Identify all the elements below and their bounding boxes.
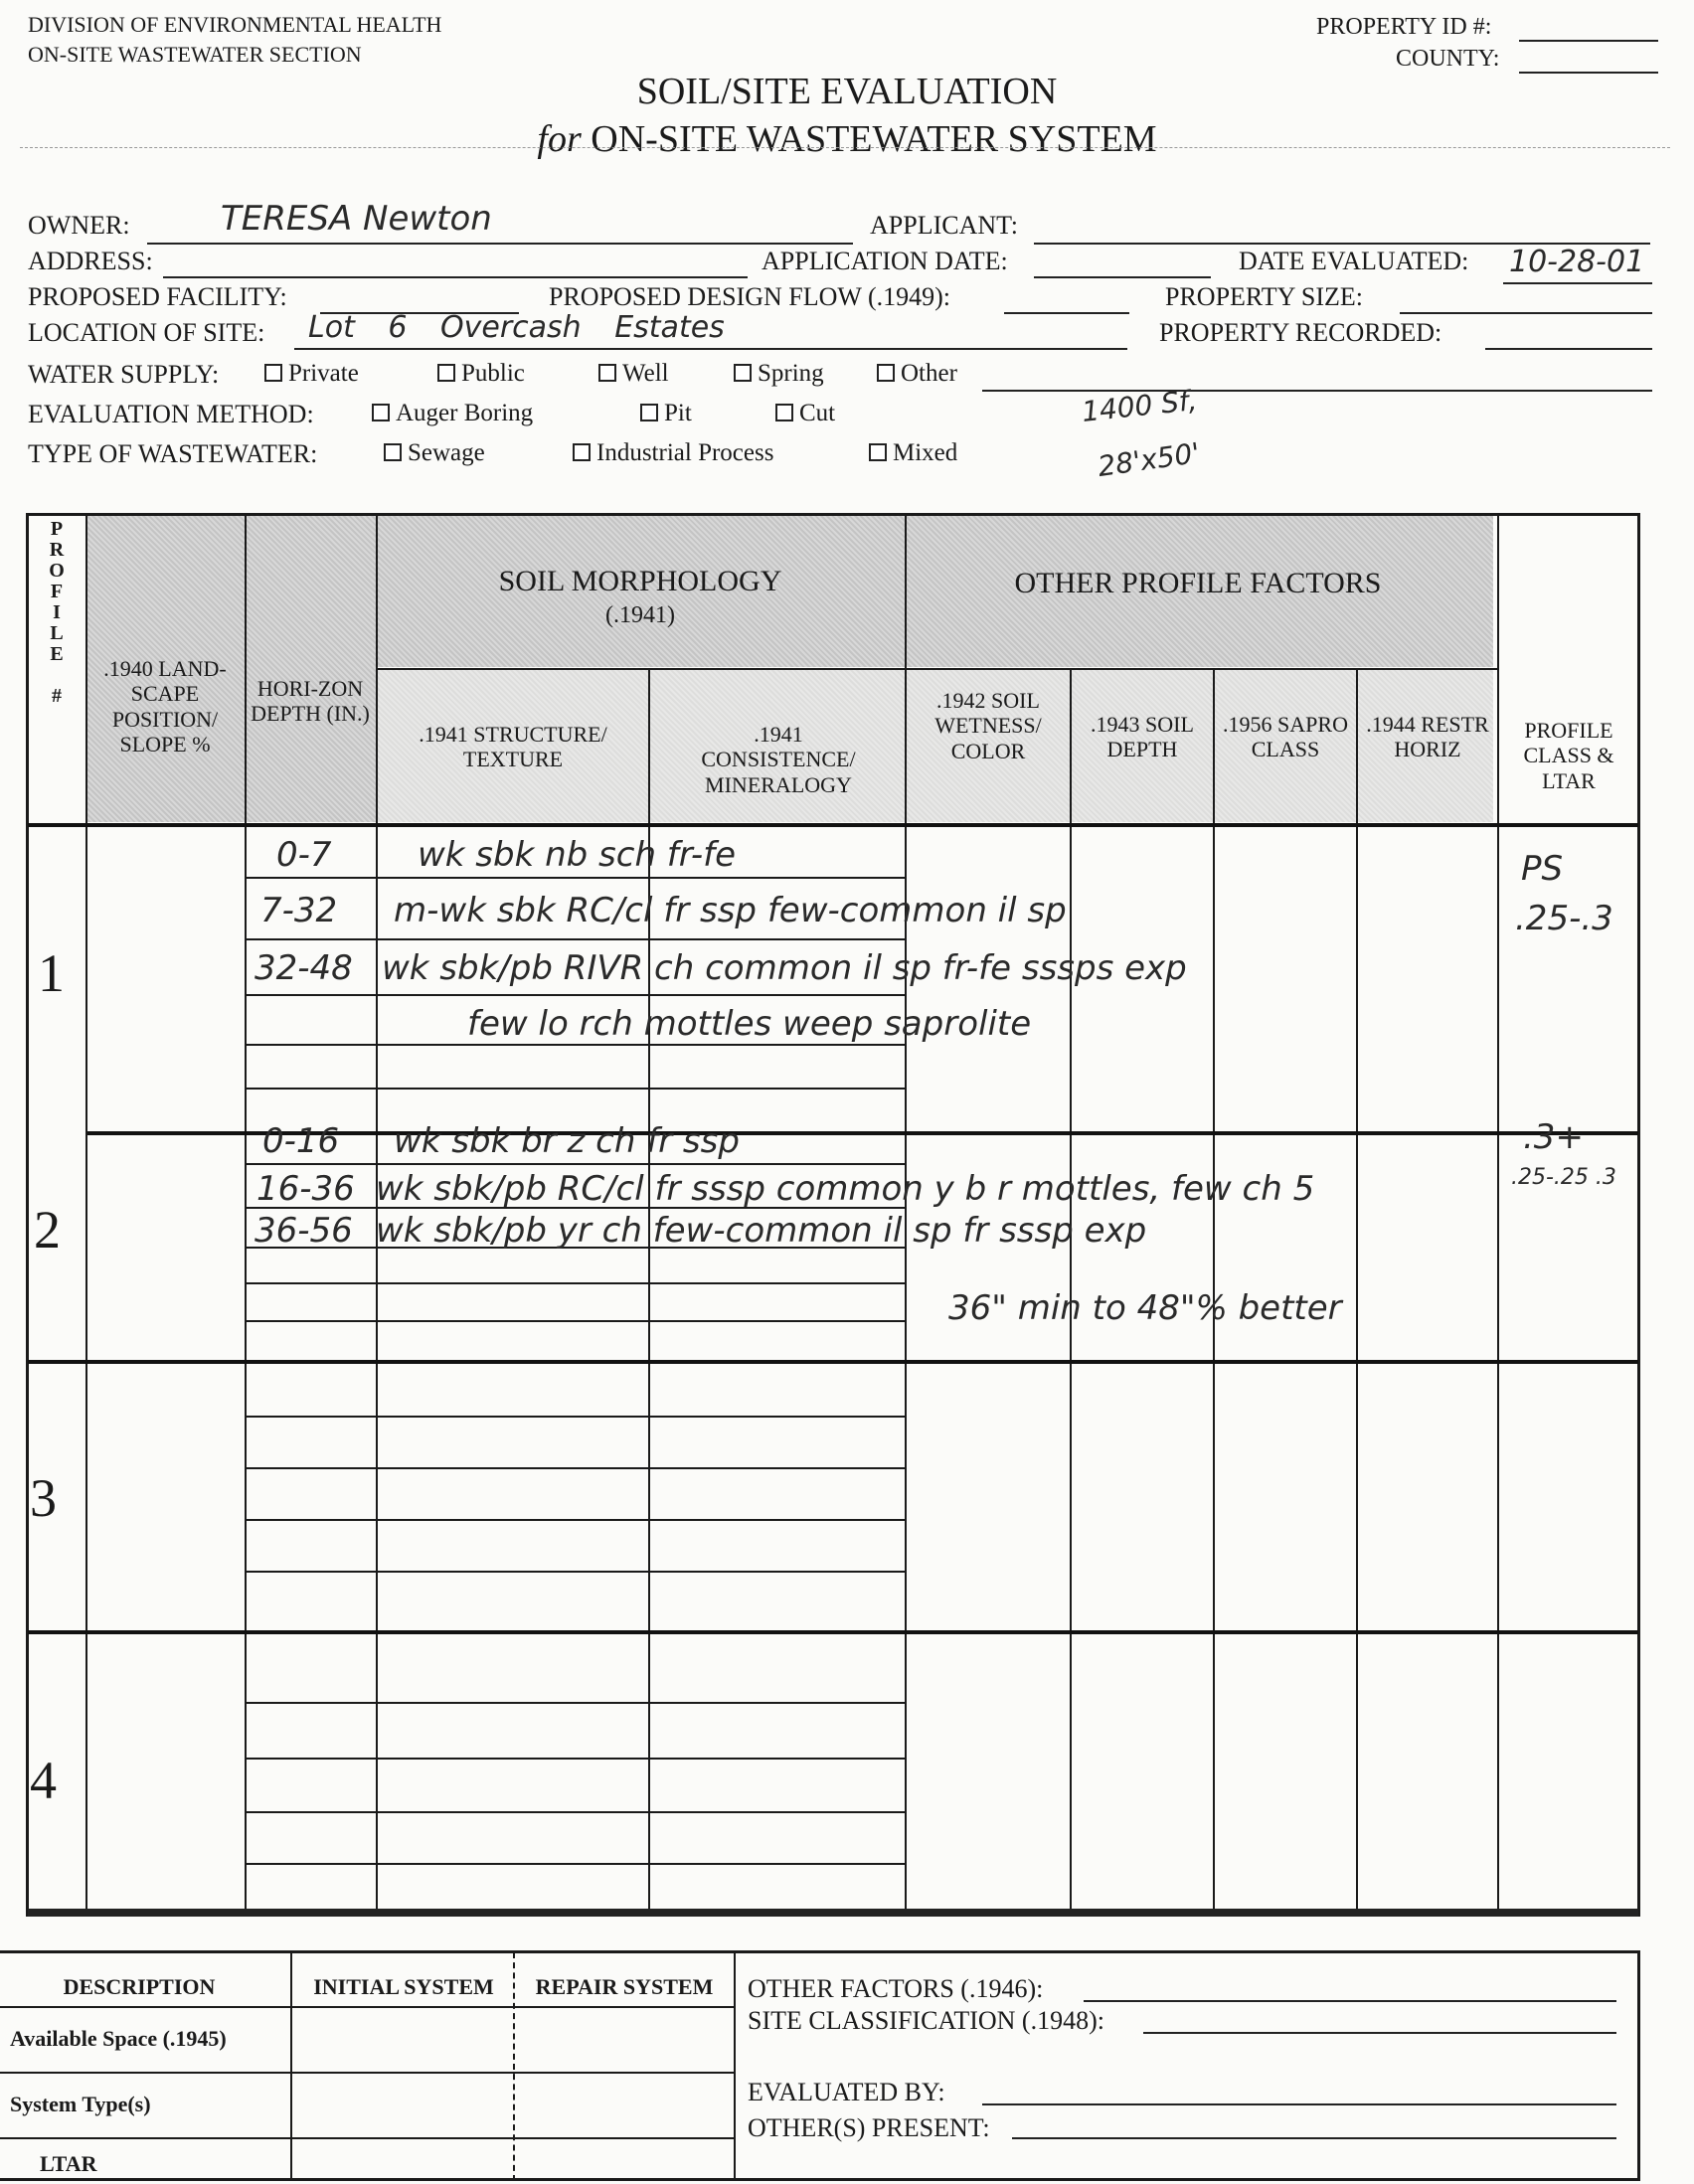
county-label: COUNTY: — [1396, 46, 1500, 72]
row-line — [245, 1571, 905, 1573]
system-types-label: System Type(s) — [10, 2092, 151, 2116]
water-public-checkbox[interactable] — [437, 364, 455, 382]
other-factors-header: OTHER PROFILE FACTORS — [1014, 567, 1382, 599]
water-other-option[interactable] — [877, 360, 957, 388]
water-supply-label: WATER SUPPLY: — [28, 360, 220, 389]
horizon-depth: 0-16 — [262, 1121, 340, 1161]
profile-number: 3 — [30, 1468, 57, 1528]
col-line — [290, 1952, 292, 2181]
section-name: ON-SITE WASTEWATER SECTION — [28, 42, 362, 67]
profile-separator — [28, 1360, 1638, 1364]
address-label: ADDRESS: — [28, 247, 153, 275]
water-public-option[interactable] — [437, 360, 525, 388]
water-well-checkbox[interactable] — [598, 364, 616, 382]
proposed-facility-label: PROPOSED FACILITY: — [28, 282, 287, 311]
row-line — [0, 2006, 734, 2008]
title-for: for — [537, 118, 582, 160]
horizon-description: wk sbk/pb RC/cl fr sssp common y b r mottles, few ch 5 — [376, 1169, 1315, 1209]
landscape-header: .1940 LAND-SCAPE POSITION/ SLOPE % — [103, 656, 227, 756]
water-public-label: Public — [461, 360, 525, 387]
row-line — [245, 1758, 905, 1760]
method-auger-option[interactable] — [372, 400, 533, 427]
method-cut-checkbox[interactable] — [775, 404, 793, 421]
form-title: SOIL/SITE EVALUATION — [636, 71, 1058, 112]
owner-field[interactable] — [147, 243, 853, 245]
water-spring-checkbox[interactable] — [734, 364, 752, 382]
row-line — [245, 877, 905, 879]
method-cut-label: Cut — [799, 400, 836, 426]
horizon-description: few lo rch mottles weep saprolite — [467, 1004, 1032, 1044]
location-value: Lot 6 Overcash Estates — [308, 310, 725, 345]
site-classification-field[interactable] — [1143, 2032, 1616, 2034]
profile-class: PS — [1521, 849, 1564, 889]
application-date-label: APPLICATION DATE: — [762, 247, 1008, 275]
restr-header: .1944 RESTR HORIZ — [1366, 712, 1489, 762]
profile-separator — [28, 1630, 1638, 1634]
horizon-description: wk sbk br z ch fr ssp — [394, 1121, 740, 1161]
handwritten-note-size: 1400 Sf, — [1080, 384, 1199, 428]
water-spring-option[interactable] — [734, 360, 824, 388]
method-pit-label: Pit — [664, 400, 692, 426]
horizon-depth: 0-7 — [276, 835, 332, 875]
class-header: PROFILE CLASS & LTAR — [1523, 718, 1614, 793]
property-size-field[interactable] — [1400, 312, 1652, 314]
others-present-field[interactable] — [1012, 2137, 1616, 2139]
water-other-label: Other — [901, 360, 957, 387]
initial-system-header: INITIAL SYSTEM — [313, 1974, 494, 1999]
soil-morphology-code: (.1941) — [605, 602, 675, 628]
evaluated-by-field[interactable] — [982, 2103, 1616, 2105]
method-pit-checkbox[interactable] — [640, 404, 658, 421]
row-line — [0, 2072, 734, 2074]
table-bottom-band — [28, 1909, 1638, 1917]
row-line — [245, 1088, 905, 1090]
depth-header: .1943 SOIL DEPTH — [1091, 712, 1194, 762]
water-private-checkbox[interactable] — [264, 364, 282, 382]
available-space-label: Available Space (.1945) — [10, 2026, 227, 2051]
description-header: DESCRIPTION — [63, 1974, 216, 1999]
consistence-header: .1941 CONSISTENCE/ MINERALOGY — [701, 722, 856, 797]
water-private-option[interactable] — [264, 360, 359, 388]
horizon-description: wk sbk nb sch fr-fe — [418, 835, 737, 875]
row-line — [245, 1467, 905, 1469]
waste-industrial-option[interactable] — [573, 439, 773, 467]
waste-industrial-checkbox[interactable] — [573, 443, 591, 461]
location-label: LOCATION OF SITE: — [28, 318, 265, 347]
waste-sewage-label: Sewage — [408, 439, 485, 466]
wetness-header: .1942 SOIL WETNESS/ COLOR — [934, 688, 1042, 763]
method-pit-option[interactable] — [640, 400, 692, 427]
profile-number: 2 — [34, 1200, 61, 1260]
design-flow-field[interactable] — [1004, 312, 1129, 314]
sapro-header: .1956 SAPRO CLASS — [1223, 712, 1348, 762]
method-cut-option[interactable] — [775, 400, 835, 427]
col-line — [1356, 669, 1358, 1914]
row-line — [245, 1163, 905, 1165]
division-name: DIVISION OF ENVIRONMENTAL HEALTH — [28, 12, 442, 37]
row-line — [245, 994, 905, 996]
waste-sewage-checkbox[interactable] — [384, 443, 402, 461]
title-system: ON-SITE WASTEWATER SYSTEM — [591, 118, 1157, 160]
handwritten-note-dimensions: 28'x50' — [1096, 435, 1203, 484]
other-factors-label: OTHER FACTORS (.1946): — [748, 1974, 1044, 2003]
profile-class: .3+ — [1523, 1117, 1584, 1157]
method-auger-checkbox[interactable] — [372, 404, 390, 421]
row-line — [245, 1863, 905, 1865]
water-well-label: Well — [622, 360, 669, 387]
row-line — [245, 938, 905, 940]
waste-mixed-label: Mixed — [893, 439, 958, 466]
horizon-depth: 7-32 — [260, 891, 338, 930]
water-private-label: Private — [288, 360, 359, 387]
horizon-header: HORI-ZON DEPTH (IN.) — [251, 676, 370, 727]
profile-number: 4 — [30, 1751, 57, 1810]
property-id-label: PROPERTY ID #: — [1316, 14, 1492, 40]
evaluated-by-label: EVALUATED BY: — [748, 2078, 945, 2106]
horizon-description: 36" min to 48"% better — [948, 1288, 1342, 1328]
water-well-option[interactable] — [598, 360, 669, 388]
site-classification-label: SITE CLASSIFICATION (.1948): — [748, 2006, 1104, 2035]
applicant-label: APPLICANT: — [870, 211, 1018, 240]
wastewater-type-label: TYPE OF WASTEWATER: — [28, 439, 318, 468]
property-size-label: PROPERTY SIZE: — [1165, 282, 1363, 311]
row-line — [245, 1282, 905, 1284]
profile-header: P R O F I L E # — [49, 518, 65, 707]
other-factors-field[interactable] — [1084, 2000, 1616, 2002]
header-divider — [376, 668, 1497, 670]
col-line — [513, 1952, 515, 2181]
address-field[interactable] — [163, 276, 748, 278]
date-evaluated-label: DATE EVALUATED: — [1239, 247, 1469, 275]
structure-header: .1941 STRUCTURE/ TEXTURE — [419, 722, 607, 772]
others-present-label: OTHER(S) PRESENT: — [748, 2113, 990, 2142]
water-other-field[interactable] — [982, 390, 1652, 392]
horizon-description: m-wk sbk RC/cl fr ssp few-common il sp — [394, 891, 1067, 930]
owner-value: TERESA Newton — [221, 199, 492, 239]
row-line — [245, 1416, 905, 1418]
waste-industrial-label: Industrial Process — [596, 439, 774, 466]
waste-mixed-option[interactable] — [869, 439, 957, 467]
application-date-field[interactable] — [1034, 276, 1211, 278]
property-recorded-label: PROPERTY RECORDED: — [1159, 318, 1442, 347]
horizon-description: wk sbk/pb RIVR ch common il sp fr-fe sssps exp — [382, 948, 1187, 988]
row-line — [245, 1044, 905, 1046]
waste-mixed-checkbox[interactable] — [869, 443, 887, 461]
water-spring-label: Spring — [758, 360, 824, 387]
profile-ltar: .25-.3 — [1515, 899, 1613, 938]
date-evaluated-field[interactable] — [1503, 282, 1652, 284]
method-auger-label: Auger Boring — [396, 400, 534, 426]
row-line — [245, 1811, 905, 1813]
evaluation-method-label: EVALUATION METHOD: — [28, 400, 314, 428]
waste-sewage-option[interactable] — [384, 439, 485, 467]
property-recorded-field[interactable] — [1485, 348, 1652, 350]
date-evaluated-value: 10-28-01 — [1509, 245, 1645, 279]
horizon-header-shade — [247, 516, 376, 822]
owner-label: OWNER: — [28, 211, 130, 240]
title-rule — [20, 147, 1670, 148]
row-line — [245, 1519, 905, 1521]
profile-number: 1 — [38, 943, 65, 1003]
water-other-checkbox[interactable] — [877, 364, 895, 382]
location-field[interactable] — [294, 348, 1127, 350]
form-subtitle — [0, 117, 1694, 161]
row-line — [245, 1702, 905, 1704]
col-line — [734, 1952, 736, 2181]
property-id-field[interactable] — [1519, 40, 1658, 42]
soil-morphology-header: SOIL MORPHOLOGY — [498, 565, 782, 597]
row-line — [0, 2137, 734, 2139]
design-flow-label: PROPOSED DESIGN FLOW (.1949): — [549, 282, 950, 311]
horizon-description: wk sbk/pb yr ch few-common il sp fr sssp exp — [376, 1211, 1147, 1251]
profile-ltar: .25-.25 .3 — [1511, 1165, 1616, 1190]
row-line — [245, 1320, 905, 1322]
horizon-depth: 16-36 — [256, 1169, 355, 1209]
repair-system-header: REPAIR SYSTEM — [535, 1974, 714, 1999]
ltar-label: LTAR — [40, 2151, 97, 2176]
header-bottom-line — [28, 823, 1638, 827]
horizon-depth: 32-48 — [254, 948, 353, 988]
horizon-depth: 36-56 — [254, 1211, 353, 1251]
